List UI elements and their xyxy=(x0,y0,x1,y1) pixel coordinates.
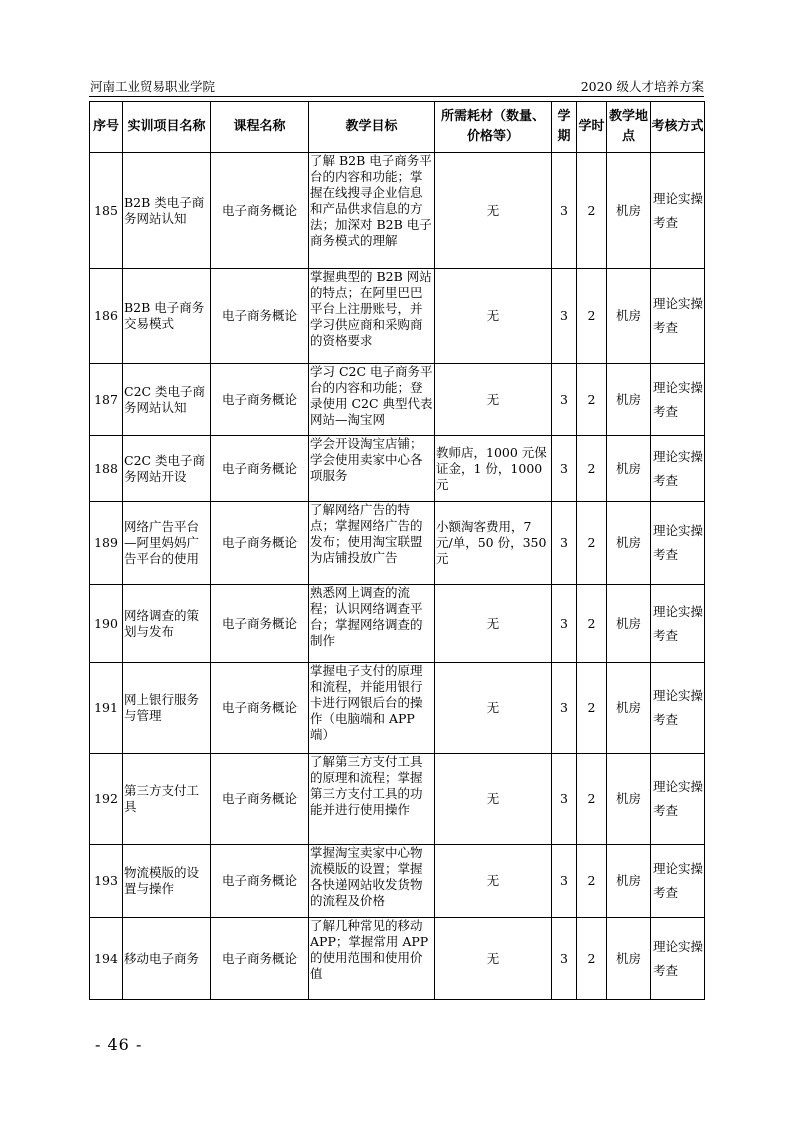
cell-course: 电子商务概论 xyxy=(211,845,309,918)
cell-goal: 熟悉网上调查的流程；认识网络调查平台；掌握网络调查的制作 xyxy=(309,585,435,663)
header-rule xyxy=(89,96,704,97)
col-header-materials: 所需耗材（数量、价格等） xyxy=(435,102,552,153)
table-header-row xyxy=(90,102,705,153)
cell-no: 194 xyxy=(90,918,123,1000)
table-row xyxy=(90,918,705,1000)
cell-course: 电子商务概论 xyxy=(211,502,309,585)
cell-term: 3 xyxy=(552,754,577,845)
cell-no: 186 xyxy=(90,269,123,364)
header-school-name: 河南工业贸易职业学院 xyxy=(90,79,216,94)
cell-assess: 理论实操考查 xyxy=(651,754,705,845)
cell-assess: 理论实操考查 xyxy=(651,663,705,754)
table-row xyxy=(90,663,705,754)
cell-no: 187 xyxy=(90,364,123,436)
cell-course: 电子商务概论 xyxy=(211,754,309,845)
cell-goal: 掌握电子支付的原理和流程，并能用银行卡进行网银后台的操作（电脑端和 APP 端） xyxy=(309,663,435,754)
cell-term: 3 xyxy=(552,364,577,436)
cell-course: 电子商务概论 xyxy=(211,918,309,1000)
table-row xyxy=(90,153,705,269)
cell-course: 电子商务概论 xyxy=(211,663,309,754)
cell-assess: 理论实操考查 xyxy=(651,153,705,269)
header-document-title: 2020 级人才培养方案 xyxy=(580,79,704,94)
cell-project: 网络广告平台—阿里妈妈广告平台的使用 xyxy=(123,502,211,585)
cell-course: 电子商务概论 xyxy=(211,585,309,663)
cell-term: 3 xyxy=(552,663,577,754)
cell-project: B2B 类电子商务网站认知 xyxy=(123,153,211,269)
cell-term: 3 xyxy=(552,845,577,918)
cell-hours: 2 xyxy=(577,663,607,754)
cell-course: 电子商务概论 xyxy=(211,153,309,269)
cell-project: 移动电子商务 xyxy=(123,918,211,1000)
cell-assess: 理论实操考查 xyxy=(651,269,705,364)
cell-project: C2C 类电子商务网站认知 xyxy=(123,364,211,436)
cell-assess: 理论实操考查 xyxy=(651,436,705,502)
col-header-course: 课程名称 xyxy=(211,102,309,153)
cell-materials: 教师店，1000 元保证金，1 份，1000 元 xyxy=(435,436,552,502)
cell-term: 3 xyxy=(552,153,577,269)
cell-materials: 无 xyxy=(435,754,552,845)
cell-materials: 无 xyxy=(435,585,552,663)
cell-place: 机房 xyxy=(607,364,651,436)
cell-project: B2B 电子商务交易模式 xyxy=(123,269,211,364)
cell-no: 188 xyxy=(90,436,123,502)
cell-course: 电子商务概论 xyxy=(211,269,309,364)
cell-assess: 理论实操考查 xyxy=(651,364,705,436)
cell-hours: 2 xyxy=(577,436,607,502)
col-header-assess: 考核方式 xyxy=(651,102,705,153)
cell-materials: 无 xyxy=(435,663,552,754)
cell-place: 机房 xyxy=(607,153,651,269)
training-table xyxy=(89,101,705,1000)
page-number: - 46 - xyxy=(95,1035,143,1054)
cell-project: 网络调查的策划与发布 xyxy=(123,585,211,663)
cell-place: 机房 xyxy=(607,585,651,663)
col-header-no: 序号 xyxy=(90,102,123,153)
cell-place: 机房 xyxy=(607,918,651,1000)
cell-term: 3 xyxy=(552,502,577,585)
cell-no: 189 xyxy=(90,502,123,585)
col-header-goal: 教学目标 xyxy=(309,102,435,153)
cell-course: 电子商务概论 xyxy=(211,364,309,436)
cell-goal: 了解几种常见的移动 APP；掌握常用 APP 的使用范围和使用价值 xyxy=(309,918,435,1000)
cell-hours: 2 xyxy=(577,269,607,364)
cell-place: 机房 xyxy=(607,269,651,364)
cell-term: 3 xyxy=(552,585,577,663)
cell-goal: 了解 B2B 电子商务平台的内容和功能；掌握在线搜寻企业信息和产品供求信息的方法；加深对 B2B 电子商务模式的理解 xyxy=(309,153,435,269)
cell-assess: 理论实操考查 xyxy=(651,918,705,1000)
cell-goal: 学习 C2C 电子商务平台的内容和功能；登录使用 C2C 典型代表网站—淘宝网 xyxy=(309,364,435,436)
cell-no: 191 xyxy=(90,663,123,754)
cell-materials: 小额淘客费用，7 元/单，50 份，350 元 xyxy=(435,502,552,585)
cell-hours: 2 xyxy=(577,364,607,436)
col-header-place: 教学地点 xyxy=(607,102,651,153)
cell-hours: 2 xyxy=(577,918,607,1000)
cell-no: 190 xyxy=(90,585,123,663)
cell-materials: 无 xyxy=(435,269,552,364)
cell-place: 机房 xyxy=(607,436,651,502)
table-row xyxy=(90,585,705,663)
cell-materials: 无 xyxy=(435,153,552,269)
table-row xyxy=(90,502,705,585)
cell-goal: 学会开设淘宝店铺；学会使用卖家中心各项服务 xyxy=(309,436,435,502)
col-header-term: 学期 xyxy=(552,102,577,153)
table-row xyxy=(90,436,705,502)
table-row xyxy=(90,269,705,364)
cell-place: 机房 xyxy=(607,845,651,918)
table-row xyxy=(90,845,705,918)
cell-goal: 了解第三方支付工具的原理和流程；掌握第三方支付工具的功能并进行使用操作 xyxy=(309,754,435,845)
cell-place: 机房 xyxy=(607,502,651,585)
cell-place: 机房 xyxy=(607,754,651,845)
cell-hours: 2 xyxy=(577,585,607,663)
cell-assess: 理论实操考查 xyxy=(651,585,705,663)
cell-hours: 2 xyxy=(577,845,607,918)
cell-hours: 2 xyxy=(577,754,607,845)
cell-project: C2C 类电子商务网站开设 xyxy=(123,436,211,502)
table-row xyxy=(90,754,705,845)
cell-goal: 掌握典型的 B2B 网站的特点；在阿里巴巴平台上注册账号，并学习供应商和采购商的资格要求 xyxy=(309,269,435,364)
cell-goal: 掌握淘宝卖家中心物流模版的设置；掌握各快递网站收发货物的流程及价格 xyxy=(309,845,435,918)
cell-assess: 理论实操考查 xyxy=(651,845,705,918)
cell-assess: 理论实操考查 xyxy=(651,502,705,585)
col-header-hours: 学时 xyxy=(577,102,607,153)
cell-materials: 无 xyxy=(435,918,552,1000)
col-header-project: 实训项目名称 xyxy=(123,102,211,153)
cell-project: 网上银行服务与管理 xyxy=(123,663,211,754)
cell-no: 192 xyxy=(90,754,123,845)
cell-materials: 无 xyxy=(435,845,552,918)
cell-no: 193 xyxy=(90,845,123,918)
cell-project: 物流模版的设置与操作 xyxy=(123,845,211,918)
table-row xyxy=(90,364,705,436)
cell-course: 电子商务概论 xyxy=(211,436,309,502)
cell-term: 3 xyxy=(552,918,577,1000)
cell-project: 第三方支付工具 xyxy=(123,754,211,845)
cell-no: 185 xyxy=(90,153,123,269)
cell-goal: 了解网络广告的特点；掌握网络广告的发布；使用淘宝联盟为店铺投放广告 xyxy=(309,502,435,585)
cell-hours: 2 xyxy=(577,153,607,269)
cell-term: 3 xyxy=(552,269,577,364)
cell-place: 机房 xyxy=(607,663,651,754)
cell-materials: 无 xyxy=(435,364,552,436)
cell-hours: 2 xyxy=(577,502,607,585)
cell-term: 3 xyxy=(552,436,577,502)
